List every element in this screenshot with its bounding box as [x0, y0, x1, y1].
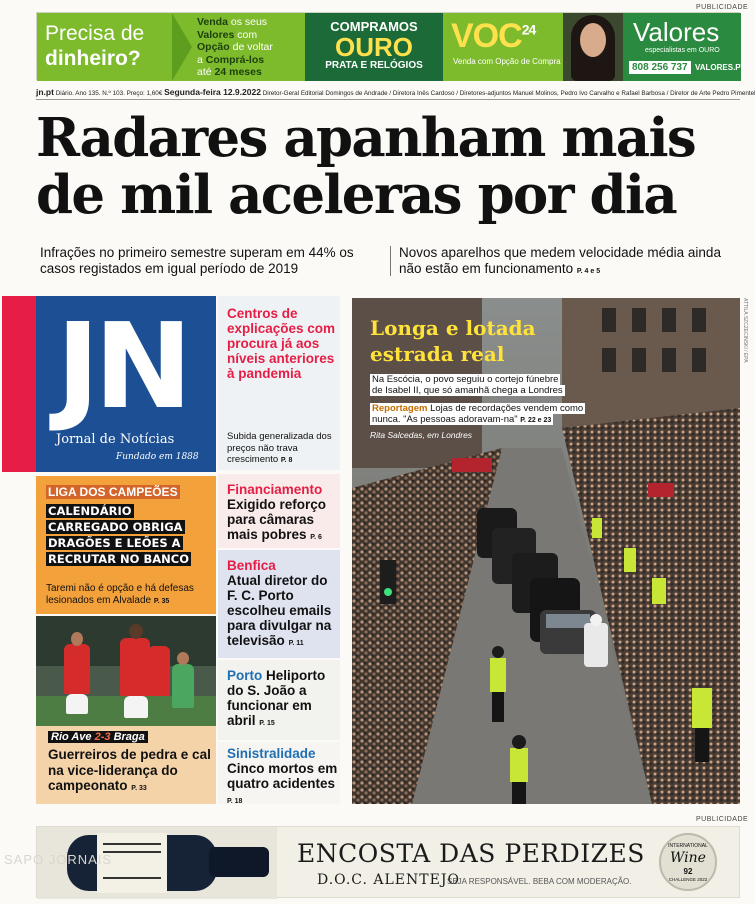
player-head — [129, 624, 143, 639]
player-figure — [124, 696, 148, 718]
face-shape — [580, 23, 606, 57]
ad-label-bottom: PUBLICIDADE — [696, 816, 749, 823]
traffic-light-green — [384, 588, 392, 596]
window — [602, 308, 616, 332]
bottom-advertisement[interactable] — [36, 826, 740, 898]
ad-arrow-shape — [172, 13, 192, 81]
story-kicker: Financiamento — [227, 482, 323, 497]
traffic-light — [380, 560, 396, 604]
story-kicker: Porto — [227, 668, 263, 683]
responsible-drinking-note: SEJA RESPONSÁVEL. BEBA COM MODERAÇÃO. — [447, 877, 632, 886]
voc-logo-text: VOC — [451, 17, 522, 55]
story-benfica — [227, 558, 339, 651]
football-photo[interactable] — [36, 616, 216, 726]
subhead-right — [399, 245, 734, 280]
ad-text-part: de voltar — [229, 41, 273, 53]
window — [632, 348, 646, 372]
player-figure — [66, 694, 88, 714]
story-text: Heliporto do S. João a funcionar em abril — [227, 668, 326, 728]
valores-phone: 808 256 737 — [629, 61, 691, 74]
window — [692, 308, 706, 332]
story-kicker: Sinistralidade — [227, 746, 316, 761]
hearse-window — [546, 614, 590, 628]
report-kicker: Reportagem — [372, 403, 428, 414]
ad-text-hl: Comprá-los — [205, 53, 265, 66]
player-head — [71, 632, 83, 646]
ad-text-part: até — [197, 66, 215, 78]
subhead-right-text: Novos aparelhos que medem velocidade média ainda não estão em funcionamento — [399, 245, 721, 276]
player-figure — [120, 638, 150, 696]
medal-line2: Wine — [670, 850, 706, 866]
bottle-neck — [209, 847, 269, 877]
story-tutoring-text — [227, 431, 339, 467]
wine-denomination: D.O.C. ALENTEJO — [317, 872, 460, 888]
jn-logo-name: Jornal de Notícias — [56, 432, 175, 447]
shop-sign — [452, 458, 492, 472]
police-motorbike — [584, 623, 608, 667]
label-line — [103, 843, 161, 845]
page-ref: P. 15 — [259, 720, 275, 727]
officer-legs — [695, 728, 709, 762]
ad-valores-panel — [623, 13, 746, 81]
ad-offer-text — [197, 16, 307, 79]
officer-vest — [592, 518, 602, 538]
officer-vest — [510, 748, 528, 782]
story-tutoring-text-body: Subida generalizada dos preços não trava crescimento — [227, 431, 332, 465]
ad-question-line2: dinheiro? — [45, 47, 141, 70]
staff-credits: Diretor-Geral Editorial Domingos de Andrade / Diretora Inês Cardoso / Diretores-adjuntos Manuel Molinos, Pedro Ivo Carvalho e Rafael Barbosa / Diretor de Arte Pedro Pimentel — [262, 90, 755, 97]
ad-spokeswoman-photo — [563, 13, 623, 81]
issue-date: Segunda-feira 12.9.2022 — [164, 87, 261, 97]
medal-line4: CHALLENGE 2022 — [668, 877, 708, 882]
masthead-line — [36, 86, 755, 100]
officer-cap — [492, 646, 504, 658]
subhead-divider — [390, 246, 391, 276]
page-ref: P. 33 — [131, 785, 147, 792]
voc-logo-sup: 24 — [521, 21, 536, 38]
champions-title — [46, 503, 216, 567]
officer-legs — [492, 692, 504, 722]
ad-text-part: a — [197, 53, 206, 66]
officer-vest — [624, 548, 636, 572]
team-home: Rio Ave — [51, 731, 92, 743]
valores-logo: Valores — [633, 17, 720, 47]
story-kicker: Benfica — [227, 558, 276, 573]
page-ref: P. 11 — [288, 640, 304, 647]
ad-text-part: os seus — [227, 16, 268, 28]
page-ref: P. 6 — [310, 534, 322, 541]
medal-line1: INTERNATIONAL — [668, 843, 708, 849]
champions-desc-text: Taremi não é opção e há defesas lesionados em Alvalade — [46, 583, 194, 606]
ad-gold-line2: OURO — [335, 32, 413, 62]
story-text: Cinco mortos em quatro acidentes — [227, 761, 338, 791]
ad-text-hl: Venda — [197, 16, 228, 28]
ad-text-part: com — [234, 28, 258, 41]
watermark: SAPO JORNAIS — [4, 852, 113, 867]
shop-sign — [648, 483, 674, 497]
top-advertisement[interactable] — [36, 12, 746, 80]
player-figure — [148, 646, 170, 696]
player-head — [177, 652, 189, 665]
page-ref: P. 18 — [227, 798, 243, 805]
ad-label-top: PUBLICIDADE — [696, 4, 749, 11]
ad-text-hl: Opção — [197, 41, 230, 53]
football-headline — [48, 747, 213, 797]
window — [632, 308, 646, 332]
officer-legs — [512, 782, 526, 804]
ad-text-hl: Valores — [197, 28, 235, 41]
ad-question — [45, 21, 144, 71]
photo-credit: ATTILA SZCZECINSKI / EPA — [742, 298, 748, 363]
champions-desc — [46, 583, 212, 608]
officer-vest — [692, 688, 712, 728]
valores-tagline: especialistas em OURO — [645, 47, 720, 54]
page-ref: P. 8 — [280, 457, 293, 464]
story-tutoring-title: Centros de explicações com procura já aos níveis anteriores à pandemia — [227, 306, 336, 381]
officer-vest — [490, 658, 506, 692]
team-away: Braga — [113, 731, 145, 743]
voc-logo — [451, 17, 535, 56]
ad-voc-panel — [443, 13, 563, 81]
player-figure — [64, 644, 90, 694]
photo-lead — [370, 374, 570, 396]
photo-lead-text: Na Escócia, o povo seguiu o cortejo fúnebre de Isabel II, que só amanhã chega a Londres — [372, 374, 563, 396]
photo-author: Rita Salcedas, em Londres — [370, 430, 473, 440]
story-text: Exigido reforço para câmaras mais pobres — [227, 497, 327, 542]
site-url[interactable]: jn.pt — [36, 87, 54, 97]
officer-cap — [512, 735, 526, 749]
wine-brand: ENCOSTA DAS PERDIZES — [297, 839, 645, 868]
score: 2-3 — [94, 731, 111, 743]
photo-headline: Longa e lotada estrada real — [370, 316, 536, 366]
story-financing — [227, 482, 339, 545]
ad-gold-panel — [305, 13, 443, 81]
page-ref: P. 35 — [153, 598, 170, 605]
report-text: Lojas de recordações vendem como nunca. "As pessoas adoravam-na" — [372, 403, 584, 425]
jn-logo-founded: Fundado em 1888 — [116, 452, 199, 462]
football-headline-text: Guerreiros de pedra e cal na vice-liderança do campeonato — [48, 747, 211, 793]
voc-subtitle: Venda com Opção de Compra — [453, 57, 561, 66]
jn-logo-red-stripe — [2, 296, 36, 472]
story-heliport — [227, 668, 339, 731]
page-ref: P. 4 e 5 — [576, 268, 601, 275]
valores-site: VALORES.PT — [695, 63, 746, 72]
window — [662, 308, 676, 332]
jn-logo-letters: JN — [56, 297, 187, 435]
medal-line3: 92 — [683, 867, 693, 876]
main-headline[interactable]: Radares apanham mais de mil aceleras por dia — [36, 107, 696, 226]
issue-details: Diário. Ano 135. N.º 103. Preço: 1,60€ — [55, 90, 163, 97]
photo-report — [370, 403, 594, 426]
window — [692, 348, 706, 372]
story-text: Atual diretor do F. C. Porto escolheu emails para divulgar na televisão — [227, 573, 332, 648]
player-figure — [172, 664, 194, 708]
page-ref: P. 22 e 23 — [520, 417, 552, 424]
label-line — [103, 877, 161, 879]
ad-text-hl: 24 meses — [214, 66, 262, 78]
wine-award-medal — [659, 833, 717, 891]
story-accidents — [227, 746, 339, 809]
police-helmet — [590, 614, 602, 626]
match-score — [48, 731, 148, 743]
subhead-left: Infrações no primeiro semestre superam em 44% os casos registados em igual período de 2019 — [40, 245, 354, 276]
ad-gold-line3: PRATA E RELÓGIOS — [325, 60, 423, 71]
window — [662, 348, 676, 372]
ad-gold-line1: COMPRAMOS — [330, 19, 418, 34]
officer-vest — [652, 578, 666, 604]
ad-question-line1: Precisa de — [45, 22, 145, 45]
champions-title-text: CALENDÁRIO CARREGADO OBRIGA DRAGÕES E LEÕES A RECRUTAR NO BANCO — [48, 504, 189, 566]
champions-label: LIGA DOS CAMPEÕES — [48, 485, 178, 499]
window — [602, 348, 616, 372]
